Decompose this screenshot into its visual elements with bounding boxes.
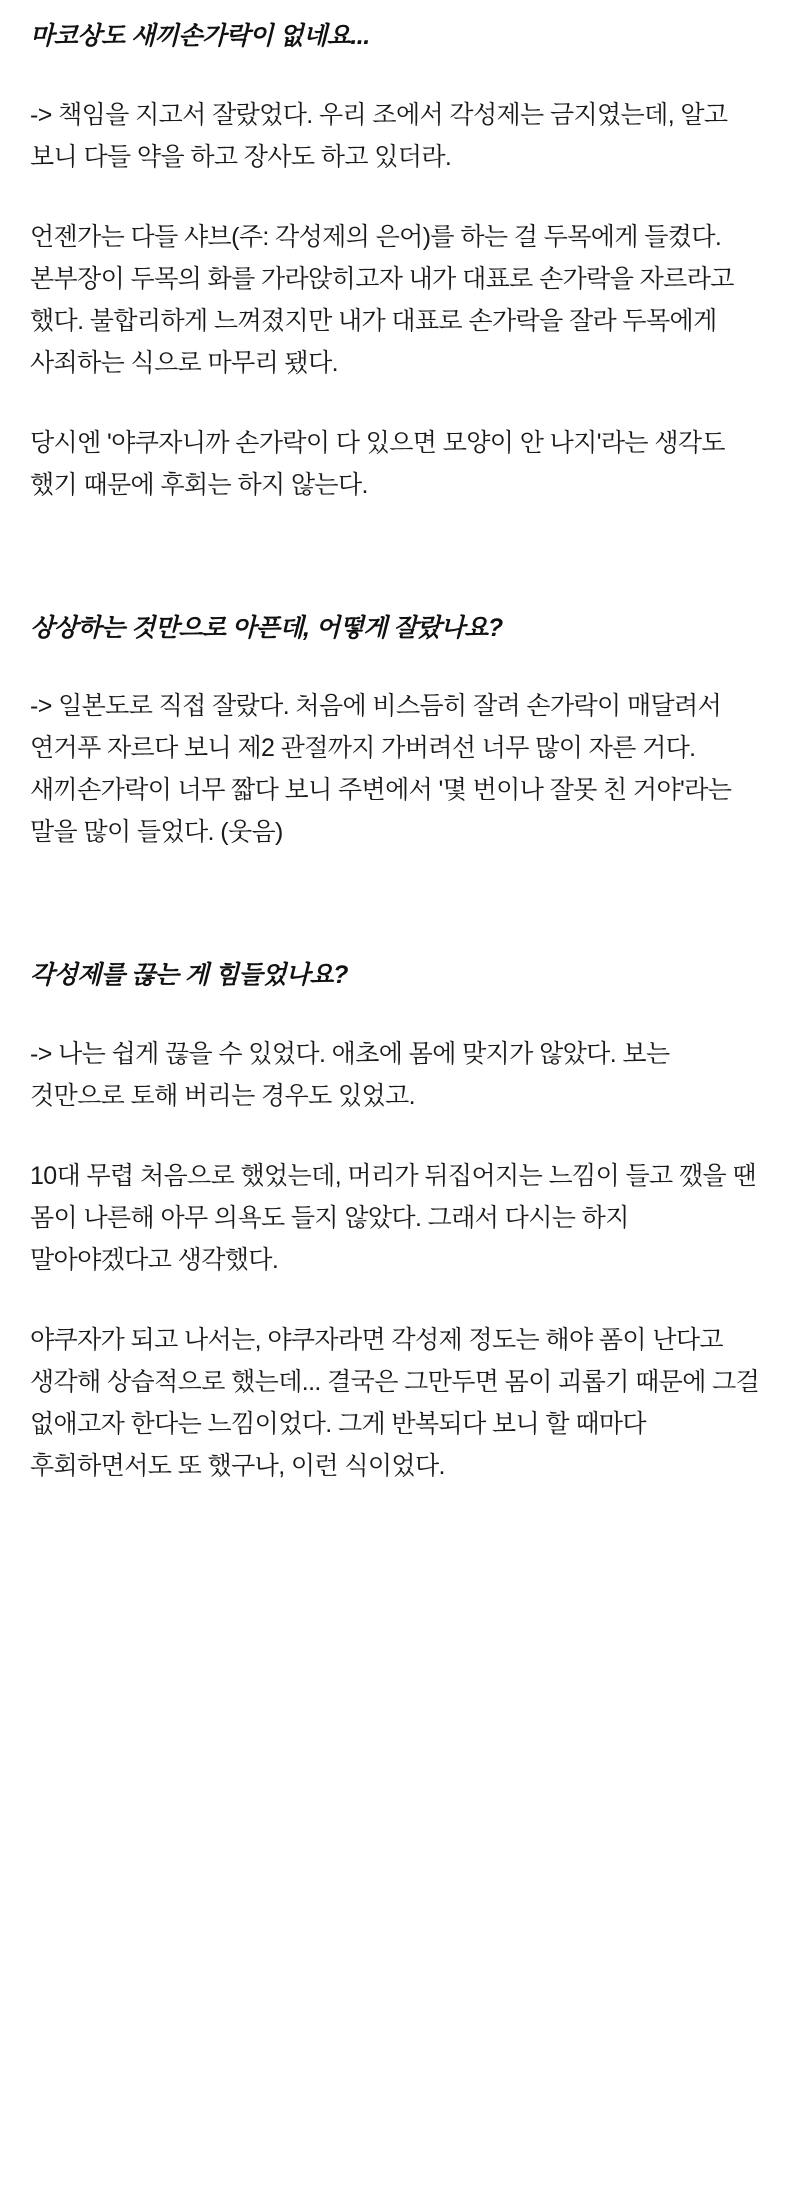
question-heading-2: 상상하는 것만으로 아픈데, 어떻게 잘랐나요?	[30, 613, 503, 642]
answer-paragraph-3: 당시엔 '야쿠자니까 손가락이 다 있으면 모양이 안 나지'라는 생각도 했기 때문에 후회는 하지 않는다.	[30, 428, 725, 499]
question-heading-3: 각성제를 끊는 게 힘들었나요?	[30, 961, 348, 989]
answer-paragraph-5: -> 나는 쉽게 끊을 수 있었다. 애초에 몸에 맞지가 않았다. 보는 것만으로 토해 버리는 경우도 있었고.	[30, 1039, 670, 1110]
answer-paragraph-1: -> 책임을 지고서 잘랐었다. 우리 조에서 각성제는 금지였는데, 알고 보니 다들 약을 하고 장사도 하고 있더라.	[30, 100, 728, 171]
section-spacer-1	[30, 544, 770, 610]
section-spacer-2	[30, 891, 770, 957]
answer-paragraph-4: -> 일본도로 직접 잘랐다. 처음에 비스듬히 잘려 손가락이 매달려서 연거푸 자르다 보니 제2 관절까지 가버려선 너무 많이 자른 거다. 새끼손가락이 너무 짧다 보니 주변에서 '몇 번이나 잘못 친 거야'라는 말을 많이 들었다. (웃음)	[30, 692, 732, 846]
answer-paragraph-6: 10대 무렵 처음으로 했었는데, 머리가 뒤집어지는 느낌이 들고 깼을 땐 몸이 나른해 아무 의욕도 들지 않았다. 그래서 다시는 하지 말아야겠다고 생각했다.	[30, 1161, 756, 1274]
article-body	[30, 18, 770, 1487]
answer-paragraph-7: 야쿠자가 되고 나서는, 야쿠자라면 각성제 정도는 해야 폼이 난다고 생각해 상습적으로 했는데... 결국은 그만두면 몸이 괴롭기 때문에 그걸 없애고자 한다는 느낌이었다. 그게 반복되다 보니 할 때마다 후회하면서도 또 했구나, 이런 식이었다.	[30, 1325, 760, 1480]
question-heading-1: 마코상도 새끼손가락이 없네요...	[30, 22, 370, 50]
answer-paragraph-2: 언젠가는 다들 샤브(주: 각성제의 은어)를 하는 걸 두목에게 들켰다. 본부장이 두목의 화를 가라앉히고자 내가 대표로 손가락을 자르라고 했다. 불합리하게 느껴졌지만 내가 대표로 손가락을 잘라 두목에게 사죄하는 식으로 마무리 됐다.	[30, 222, 734, 377]
